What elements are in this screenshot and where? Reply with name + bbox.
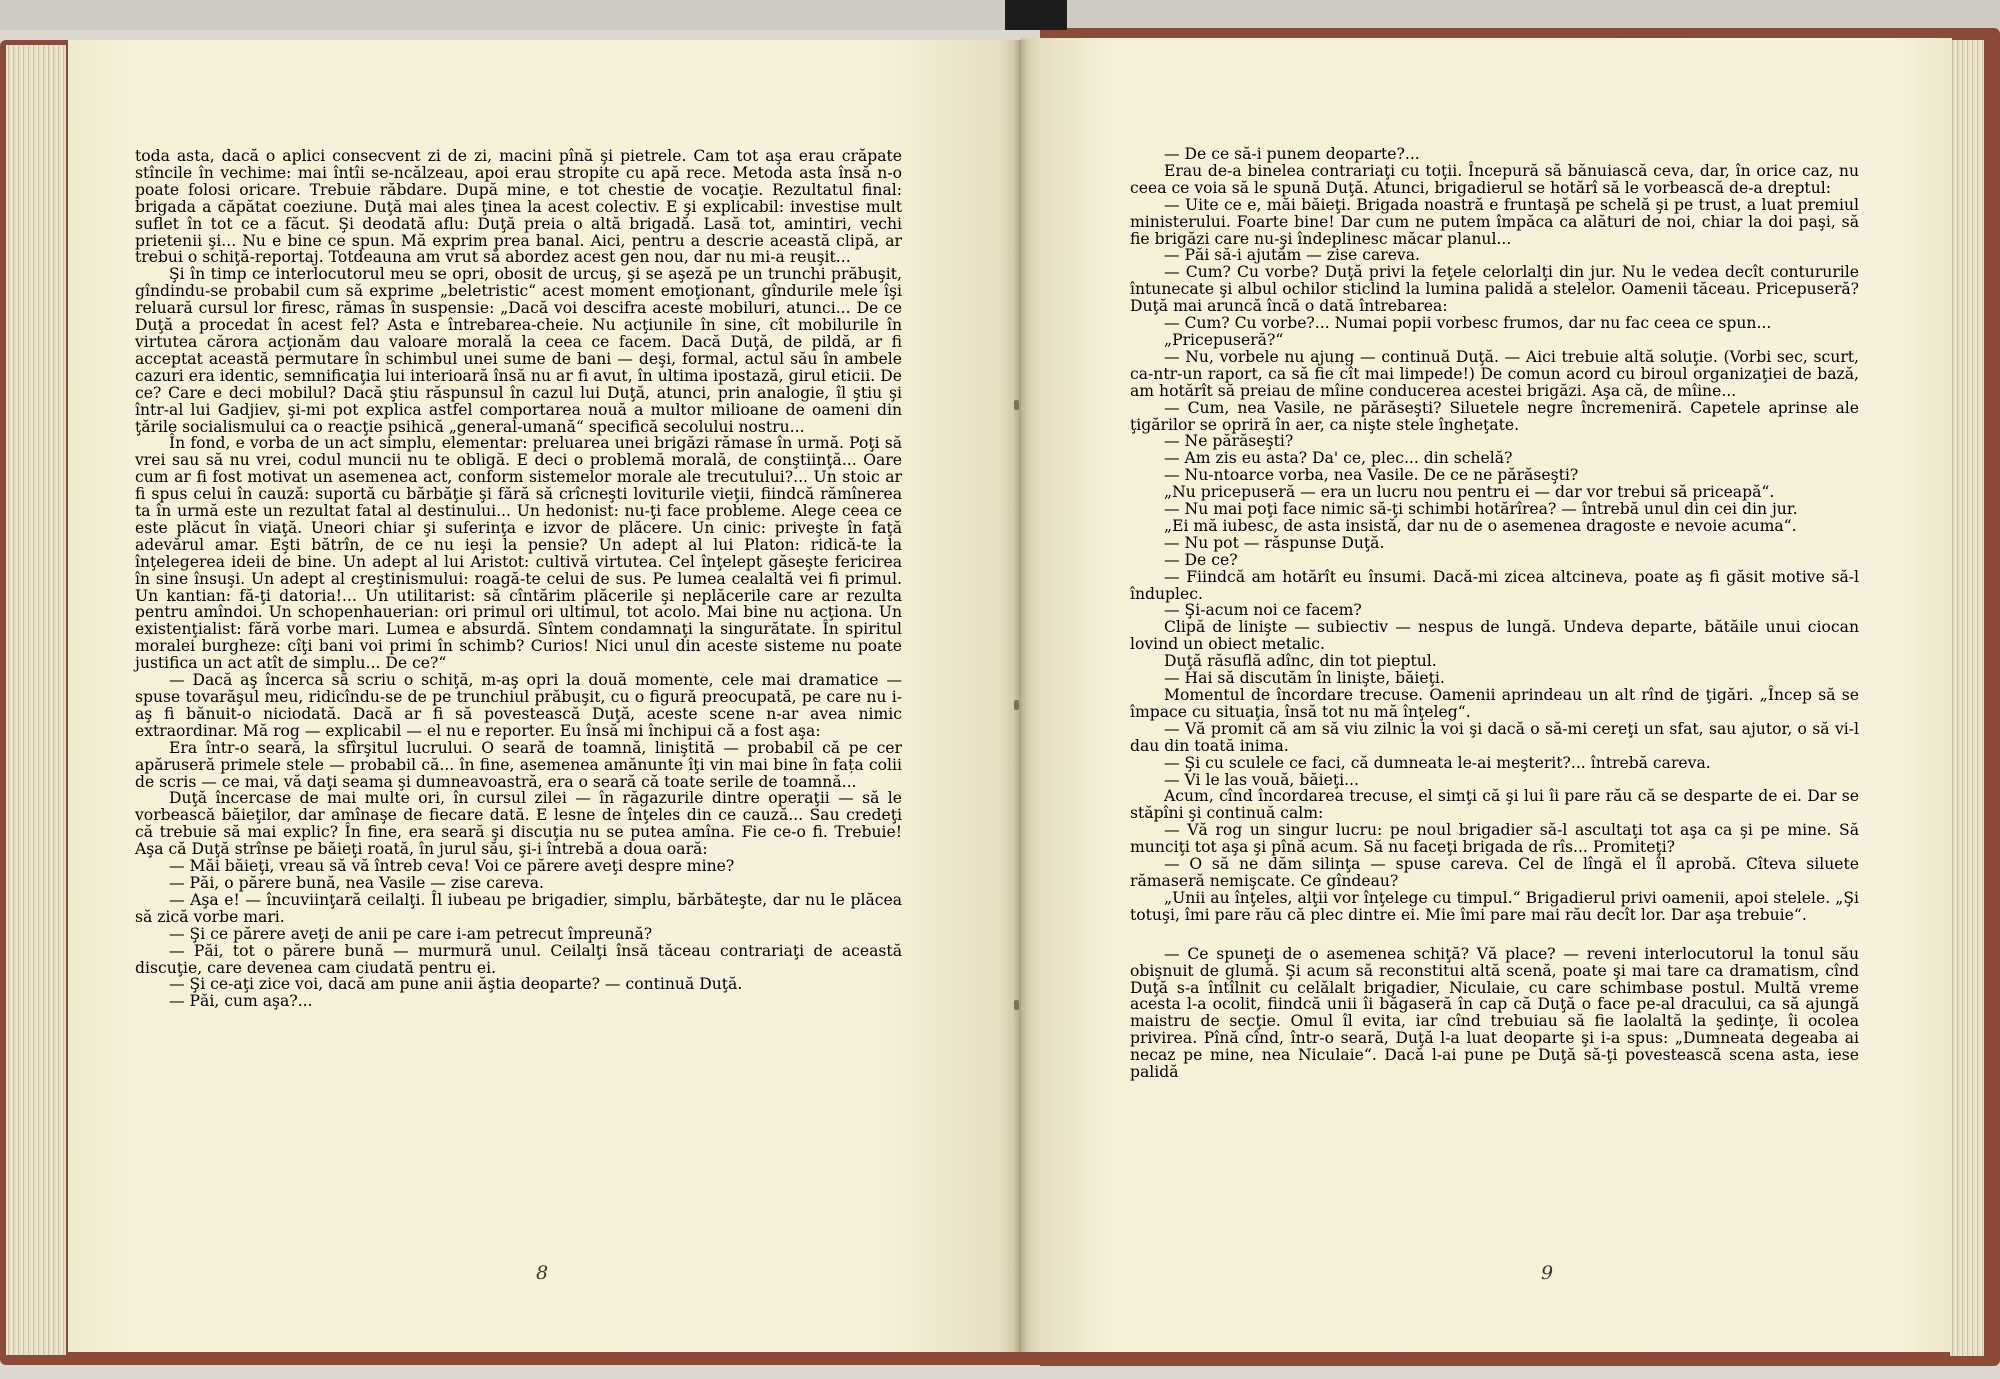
scanner-clip (1005, 0, 1067, 30)
binding-stitch (1014, 400, 1019, 410)
paragraph: — Hai să discutăm în linişte, băieţi. (1164, 669, 1445, 688)
paragraph: — Şi cu sculele ce faci, că dumneata le-ai meşterit?... întrebă careva. (1164, 753, 1711, 772)
binding-stitch (1014, 1000, 1019, 1010)
paragraph: — Dacă aş încerca să scriu o schiţă, m-aş opri la două momente, cele mai dramatice — spuse tovarăşul meu, ridicîndu-se de pe trunchiul prăbuşit, cu o figură preocupată, pe care nu i-aş fi bănuit-o niciodată. Dacă ar fi să povestească Duţă, aceste scene n-ar avea nimic extraordinar. Mă rog — explicabil — el nu e reporter. Eu însă mi închipui că a fost aşa: (135, 671, 902, 740)
paragraph: — Şi ce părere aveţi de anii pe care i-am petrecut împreună? (169, 924, 653, 943)
paragraph: „Unii au înţeles, alţii vor înţelege cu timpul.“ Brigadierul privi oamenii, apoi stelele. „Şi totuşi, îmi pare rău că plec dintre ei. Mie îmi pare mai rău decît lor. Dar aşa trebuie“. (1130, 888, 1859, 924)
paragraph: „Ei mă iubesc, de asta insistă, dar nu de o asemenea dragoste e nevoie acuma“. (1164, 516, 1797, 535)
paragraph: — Uite ce e, măi băieţi. Brigada noastră e fruntaşă pe schelă şi pe trust, a luat premiul ministerului. Foarte bine! Dar cum ne putem împăca ca alături de noi, chiar la doi paşi, să fie brigăzi care nu-şi îndeplinesc măcar planul... (1130, 195, 1859, 248)
paragraph: — Cum? Cu vorbe?... Numai popii vorbesc frumos, dar nu fac ceea ce spun... (1164, 314, 1772, 333)
paragraph: Erau de-a binelea contrariaţi cu toţii. Începură să bănuiască ceva, dar, în orice caz, nu ceea ce voia să le spună Duţă. Atunci, brigadierul se hotărî să le vorbească de-a dreptul: (1130, 161, 1859, 197)
paragraph: „Nu pricepuseră — era un lucru nou pentru ei — dar vor trebui să priceapă“. (1164, 483, 1775, 502)
paragraph: — Păi să-i ajutăm — zise careva. (1164, 246, 1420, 265)
paragraph: — Şi-acum noi ce facem? (1164, 601, 1362, 620)
binding-stitch (1014, 700, 1019, 710)
paragraph: — Fiindcă am hotărît eu însumi. Dacă-mi zicea altcineva, poate aş fi găsit motive să-l înduplec. (1130, 567, 1859, 603)
page-edges-right (1950, 40, 1984, 1356)
paragraph: Clipă de linişte — subiectiv — nespus de lungă. Undeva departe, bătăile unui ciocan lovind un obiect metalic. (1130, 618, 1859, 654)
paragraph: Duţă răsuflă adînc, din tot pieptul. (1164, 652, 1437, 671)
paragraph: „Pricepuseră?“ (1164, 330, 1284, 349)
paragraph: — Vi le las vouă, băieţi... (1164, 770, 1359, 789)
paragraph: Duţă încercase de mai multe ori, în cursul zilei — în răgazurile dintre operaţii — să le vorbească băieţilor, dar amînaşe de fiecare dată. E lesne de înţeles din ce cauză... Sau credeţi că trebuie să mai explic? În fine, era seară şi discuţia nu se putea amîna. Fie ce-o fi. Trebuie! Aşa că Duţă strînse pe băieţi roată, în jurul său, şi-i întrebă a doua oară: (135, 789, 902, 859)
paragraph: — Păi, tot o părere bună — murmură unul. Ceilalţi însă tăceau contrariaţi de această discuţie, care devenea cam ciudată pentru ei. (135, 941, 902, 977)
paragraph: — Ce spuneţi de o asemenea schiţă? Vă place? — reveni interlocutorul la tonul său obişnuit de glumă. Şi acum să reconstitui altă scenă, poate şi mai tare ca dramatism, cînd Duţă s-a întîlnit cu celălalt brigadier, Niculaie, cu care schimbase postul. Multă vreme acesta l-a ocolit, fiindcă unii îi băgaseră în cap că Duţă o face pe-al dracului, ca să ajungă maistru de secţie. Omul îl evita, iar cînd trebuiau să fie laolaltă la şedinţe, îi ocolea privirea. Pînă cînd, într-o seară, Duţă l-a luat deoparte şi i-a spus: „Dumneata degeaba ai necaz pe mine, nea Niculaie“. Dacă l-ai pune pe Duţă să-ţi povestească scena asta, iese palidă (1130, 944, 1859, 1082)
paragraph: — Vă rog un singur lucru: pe noul brigadier să-l ascultaţi tot aşa ca şi pe mine. Să munciţi tot aşa şi pînă acum. Să nu faceţi brigada de rîs... Promiteţi? (1130, 821, 1859, 857)
paragraph: — Păi, o părere bună, nea Vasile — zise careva. (169, 873, 544, 892)
scanner-bed (0, 0, 2000, 30)
paragraph: — De ce? (1164, 550, 1238, 569)
paragraph: — Şi ce-aţi zice voi, dacă am pune anii ăştia deoparte? — continuă Duţă. (169, 975, 743, 994)
paragraph: Era într-o seară, la sfîrşitul lucrului. O seară de toamnă, liniştită — probabil că pe cer apăruseră primele stele — probabil că... în fine, asemenea amănunte îţi vin mai bine în fața colii de scris — ce mai, vă daţi seama şi dumneavoastră, era o seară că toate serile de toamnă... (135, 738, 902, 791)
paragraph: — Cum, nea Vasile, ne părăseşti? Siluetele negre încremeniră. Capetele aprinse ale ţigărilor se opriră în aer, ca nişte stele îngheţate. (1130, 398, 1859, 434)
paragraph: Şi în timp ce interlocutorul meu se opri, obosit de urcuş, şi se aşeză pe un trunchi prăbuşit, gîndindu-se probabil cum să exprime „beletristic“ acest moment emoţionant, gîndurile mele îşi reluară cursul lor firesc, rămas în suspensie: „Dacă voi descifra aceste mobiluri, atunci... De ce Duţă a procedat în acest fel? Asta e întrebarea-cheie. Nu acţiunile în sine, cît mobilurile în virtutea cărora acţionăm dau valoare morală la ceea ce facem. Dacă Duţă, de pildă, ar fi acceptat această permutare în schimbul unei sume de bani — deşi, formal, actul său în ambele cazuri era identic, semnificaţia lui interioară însă nu ar fi avut, în ultima ipostază, girul eticii. De ce? Care e deci mobilul? Dacă ştiu răspunsul în cazul lui Duţă, atunci, prin analogie, îl ştiu şi într-al lui Gadjiev, şi-mi pot explica astfel comportarea nouă a multor milioane de oameni din ţările socialismului ca o reacţie psihică „general-umană“ specifică secolului nostru... (135, 265, 902, 436)
paragraph: — Cum? Cu vorbe? Duţă privi la feţele celorlalţi din jur. Nu le vedea decît contururile întunecate şi albul ochilor sticlind la lumina palidă a stelelor. Oamenii tăceau. Pricepuseră? Duţă mai aruncă încă o dată întrebarea: (1130, 263, 1859, 316)
left-page-text (135, 148, 902, 1010)
paragraph: — Ne părăseşti? (1164, 432, 1294, 451)
paragraph: — De ce să-i punem deoparte?... (1164, 145, 1420, 163)
paragraph: — O să ne dăm silinţa — spuse careva. Cel de lîngă el îl aprobă. Cîteva siluete rămaseră nemişcate. Ce gîndeau? (1130, 855, 1859, 890)
page-number-left: 8 (536, 1262, 549, 1284)
book-gutter (1012, 40, 1028, 1352)
paragraph: toda asta, dacă o aplici consecvent zi de zi, macini pînă şi pietrele. Cam tot aşa erau crăpate stîncile în vechime: mai întîi se-ncălzeau, apoi erau stropite cu apă rece. Metoda asta însă n-o poate folosi oricare. Trebuie răbdare. După mine, e tot chestie de vocaţie. Rezultatul final: brigada a căpătat coeziune. Duţă mai ales ţinea la acest colectiv. E şi explicabil: investise mult suflet în tot ce a făcut. Şi deodată aflu: Duţă preia o altă brigadă. Lasă tot, amintiri, vechi prietenii şi... Nu e bine ce spun. Mă exprim prea banal. Aici, pentru a descrie această clipă, ar trebui o schiţă-reportaj. Totdeauna am vrut să abordez acest gen nou, dar nu mi-a reuşit... (135, 147, 902, 267)
paragraph: Acum, cînd încordarea trecuse, el simţi că şi lui îi pare rău că se desparte de ei. Dar se stăpîni şi continuă calm: (1130, 787, 1859, 823)
page-number-right: 9 (1541, 1262, 1554, 1284)
paragraph: — Nu pot — răspunse Duţă. (1164, 533, 1385, 552)
paragraph: — Nu mai poţi face nimic să-ţi schimbi hotărîrea? — întrebă unul din cei din jur. (1164, 500, 1798, 519)
paragraph: — Aşa e! — încuviinţară ceilalţi. Îl iubeau pe brigadier, simplu, bărbăteşte, dar nu le plăcea să zică vorbe mari. (135, 890, 902, 926)
paragraph: — Am zis eu asta? Da' ce, plec... din schelă? (1164, 449, 1513, 468)
page-edges-left (6, 45, 66, 1355)
paragraph: — Nu, vorbele nu ajung — continuă Duţă. — Aici trebuie altă soluţie. (Vorbi sec, scurt, ca-ntr-un raport, ca să fie cît mai limpede!) De comun acord cu biroul organizaţiei de bază, am hotărît să preiau de mîine conducerea acestei brigăzi. Aşa că, de mîine... (1130, 347, 1859, 400)
paragraph: Momentul de încordare trecuse. Oamenii aprindeau un alt rînd de ţigări. „Încep să se împace cu situaţia, însă tot nu mă înţeleg“. (1130, 686, 1859, 721)
paragraph: — Măi băieţi, vreau să vă întreb ceva! Voi ce părere aveţi despre mine? (169, 857, 735, 876)
right-page-text (1130, 146, 1859, 1081)
paragraph: — Păi, cum aşa?... (169, 992, 313, 1011)
paragraph: În fond, e vorba de un act simplu, elementar: preluarea unei brigăzi rămase în urmă. Poţi să vrei sau să nu vrei, codul muncii nu te obligă. E deci o problemă morală, de conştiinţă... Oare cum ar fi fost motivat un asemenea act, conform sistemelor morale ale trecutului?... Un stoic ar fi spus celui în cauză: suportă cu bărbăţie şi fără să crîcneşti loviturile vieţii, fiindcă rămînerea ta în urmă este un rezultat fatal al destinului... Un hedonist: nu-ţi face probleme. Alege ceea ce este plăcut în viaţă. Uneori chiar şi suferinţa e izvor de plăcere. Un cinic: priveşte în faţă adevărul amar. Eşti bătrîn, de ce nu ieşi la pensie? Un adept al lui Platon: ridică-te la înţelegerea ideii de bine. Un adept al lui Aristot: cultivă virtutea. Cel înţelept găseşte fericirea în sine însuşi. Un adept al creştinismului: roagă-te celui de sus. Pe lumea cealaltă vei fi primul. Un kantian: fă-ţi datoria!... Un utilitarist: să cîntărim plăcerile şi neplăcerile care ar rezulta pentru amîndoi. Un schopenhauerian: ori primul ori ultimul, tot acolo. Mai bine nu acţiona. Un existenţialist: fără vorbe mari. Lumea e absurdă. Sîntem condamnaţi la singurătate. În spiritul moralei burgheze: cîţi bani voi primi în schimb? Curios! Nici unul din aceste sisteme nu poate justifica un act atît de simplu... De ce?“ (135, 434, 902, 673)
paragraph: — Nu-ntoarce vorba, nea Vasile. De ce ne părăseşti? (1164, 466, 1579, 485)
paragraph: — Vă promit că am să viu zilnic la voi şi dacă o să-mi cereţi un sfat, sau ajutor, o să vi-l dau din toată inima. (1130, 719, 1859, 755)
